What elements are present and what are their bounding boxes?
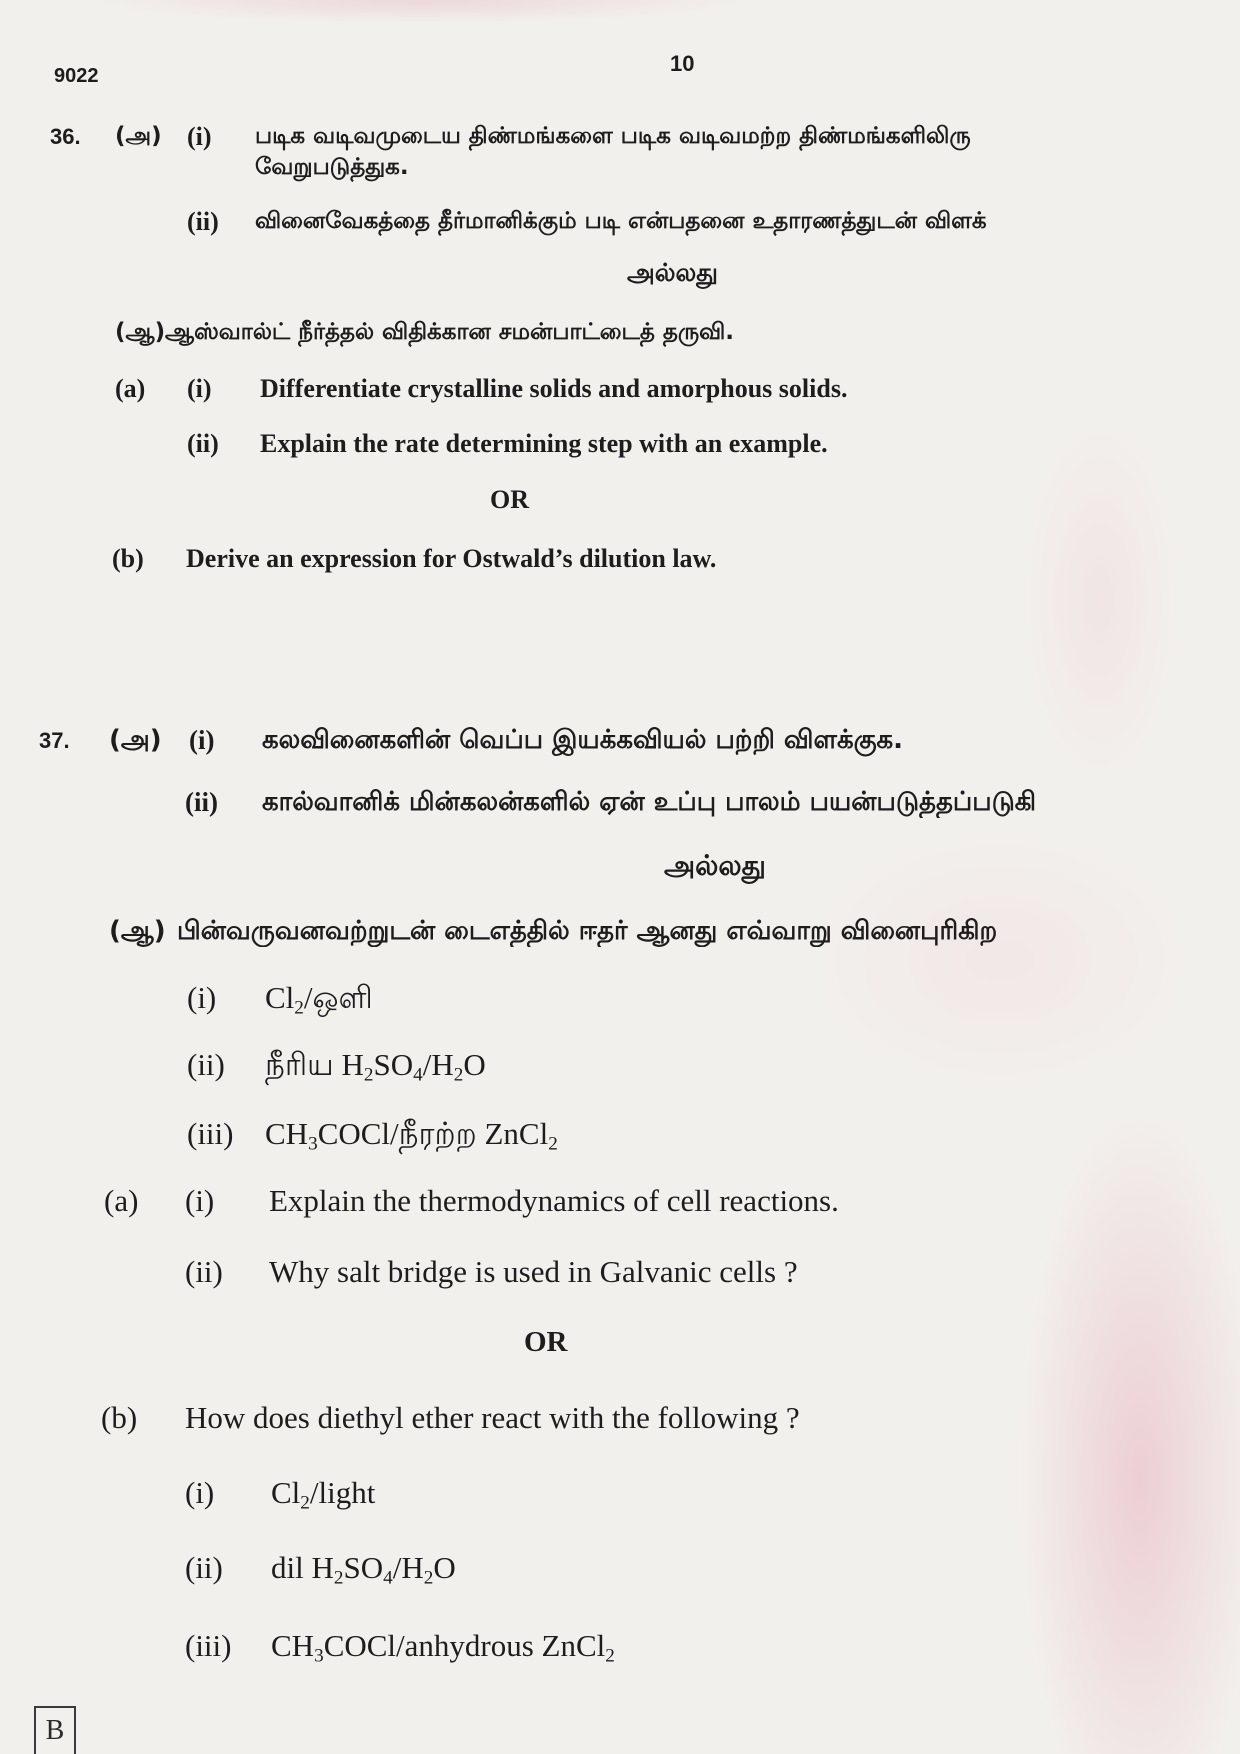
formula-text: /light (309, 1475, 376, 1510)
formula-text: O (463, 1047, 486, 1082)
subscript: 2 (363, 1064, 374, 1086)
subscript: 3 (314, 1645, 324, 1667)
part-label: (அ) (115, 123, 162, 149)
chemical-formula (271, 1549, 456, 1589)
chemical-formula (265, 1115, 558, 1155)
question-text: Why salt bridge is used in Galvanic cells ? (269, 1254, 798, 1289)
question-text: Derive an expression for Ostwald’s dilution law. (186, 544, 717, 573)
sub-part-label: (i) (187, 122, 212, 151)
subscript: 4 (383, 1567, 393, 1589)
chemical-formula (265, 979, 373, 1019)
sub-part-label: (ii) (185, 1254, 223, 1289)
paper-code: 9022 (54, 65, 99, 87)
part-label: (a) (104, 1183, 139, 1218)
formula-text: CH (265, 1116, 309, 1151)
sub-part-label: (i) (189, 725, 215, 755)
question-number: 36. (50, 124, 81, 149)
subscript: 2 (333, 1567, 344, 1589)
formula-text: SO (343, 1550, 384, 1585)
formula-text: /ஒளி (303, 980, 373, 1015)
part-label: (ஆ) (109, 916, 166, 946)
part-label: (b) (112, 544, 144, 573)
part-label: (அ) (109, 725, 162, 755)
question-text: Explain the thermodynamics of cell reactions. (269, 1183, 839, 1218)
question-text: கால்வானிக் மின்கலன்களில் ஏன் உப்பு பாலம் பயன்படுத்தப்படுகி (262, 787, 1037, 817)
question-text: Differentiate crystalline solids and amorphous solids. (260, 374, 848, 403)
formula-text: dil H (271, 1550, 334, 1585)
question-text: வினைவேகத்தை தீர்மானிக்கும் படி என்பதனை உதாரணத்துடன் விளக் (255, 208, 987, 234)
or-separator: அல்லது (627, 258, 718, 287)
formula-text: Cl (265, 980, 295, 1015)
formula-text: SO (373, 1047, 414, 1082)
sub-part-label: (i) (187, 980, 217, 1015)
or-separator: அல்லது (664, 849, 766, 882)
subscript: 2 (548, 1133, 558, 1155)
or-separator: OR (524, 1326, 568, 1358)
part-label: (a) (115, 374, 146, 403)
sub-part-label: (ii) (185, 1550, 223, 1585)
part-label: (ஆ) (115, 319, 166, 345)
sub-part-label: (ii) (185, 787, 218, 817)
page-number: 10 (670, 51, 695, 76)
sub-part-label: (iii) (187, 1116, 234, 1151)
subscript: 2 (423, 1567, 434, 1589)
subscript: 2 (605, 1645, 615, 1667)
question-text: ஆஸ்வால்ட் நீர்த்தல் விதிக்கான சமன்பாட்டைத் தருவி. (165, 319, 735, 345)
part-label: (b) (101, 1400, 138, 1435)
subscript: 2 (453, 1064, 464, 1086)
formula-text: நீரிய H (265, 1047, 364, 1082)
subscript: 2 (300, 1492, 310, 1514)
question-number: 37. (39, 728, 70, 753)
formula-text: O (433, 1550, 456, 1585)
booklet-mark: B (34, 1706, 76, 1754)
question-text: Explain the rate determining step with an example. (260, 429, 828, 458)
or-separator: OR (490, 485, 529, 514)
question-text: கலவினைகளின் வெப்ப இயக்கவியல் பற்றி விளக்குக. (262, 725, 904, 755)
sub-part-label: (ii) (187, 429, 219, 458)
formula-text: /H (392, 1550, 424, 1585)
sub-part-label: (ii) (187, 1047, 225, 1082)
sub-part-label: (i) (185, 1475, 215, 1510)
question-text: How does diethyl ether react with the following ? (185, 1400, 800, 1435)
chemical-formula (271, 1474, 376, 1514)
sub-part-label: (i) (185, 1183, 215, 1218)
sub-part-label: (i) (187, 374, 212, 403)
formula-text: COCl/anhydrous ZnCl (323, 1628, 606, 1663)
formula-text: CH (271, 1628, 315, 1663)
question-text: படிக வடிவமுடைய திண்மங்களை படிக வடிவமற்ற திண்மங்களிலிரு (255, 123, 971, 149)
subscript: 3 (308, 1133, 318, 1155)
subscript: 2 (294, 997, 304, 1019)
subscript: 4 (413, 1064, 423, 1086)
sub-part-label: (ii) (187, 207, 219, 236)
sub-part-label: (iii) (185, 1628, 232, 1663)
chemical-formula (265, 1046, 486, 1086)
formula-text: /H (422, 1047, 454, 1082)
question-text: வேறுபடுத்துக. (255, 154, 409, 180)
formula-text: COCl/நீரற்ற ZnCl (317, 1116, 549, 1151)
chemical-formula (271, 1627, 615, 1667)
question-text: பின்வருவனவற்றுடன் டைஎத்தில் ஈதர் ஆனது எவ்வாறு வினைபுரிகிற (177, 916, 998, 946)
formula-text: Cl (271, 1475, 301, 1510)
